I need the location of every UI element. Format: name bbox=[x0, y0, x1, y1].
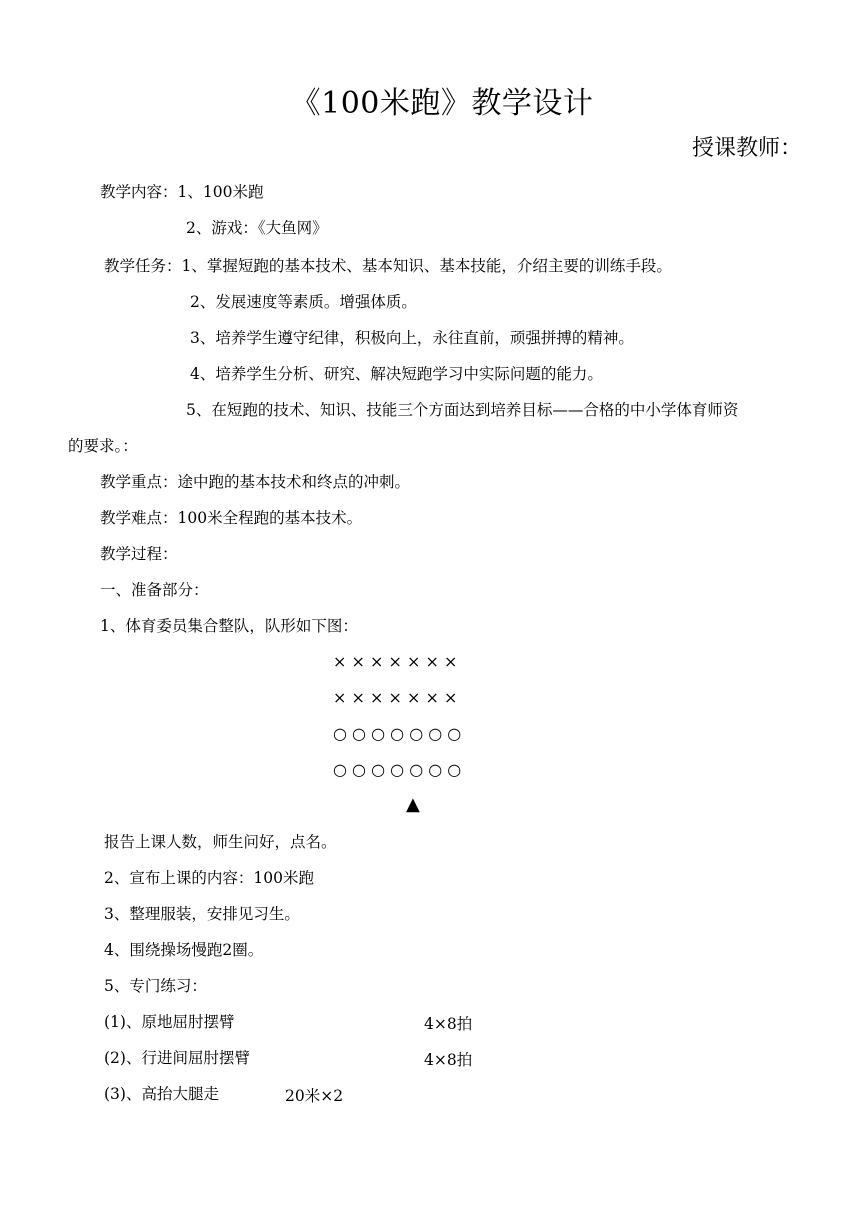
content-line-2: 2、游戏：《大鱼网》 bbox=[186, 219, 328, 237]
content-line-1: 教学内容：1、100米跑 bbox=[100, 183, 264, 201]
step-3: 3、整理服装，安排见习生。 bbox=[104, 905, 300, 923]
step-1: 1、体育委员集合整队，队形如下图： bbox=[100, 617, 358, 635]
task-line-1: 教学任务：1、掌握短跑的基本技术、基本知识、基本技能，介绍主要的训练手段。 bbox=[104, 257, 672, 275]
key-point: 教学重点：途中跑的基本技术和终点的冲刺。 bbox=[100, 473, 411, 491]
formation-row-2: × × × × × × × bbox=[333, 688, 458, 707]
process-heading: 教学过程： bbox=[100, 545, 178, 563]
formation-row-1: × × × × × × × bbox=[333, 652, 458, 671]
teacher-position-icon: ▲ bbox=[406, 794, 420, 815]
difficulty: 教学难点：100米全程跑的基本技术。 bbox=[100, 509, 363, 527]
formation-row-4: ○ ○ ○ ○ ○ ○ ○ bbox=[333, 760, 462, 779]
task-line-3: 3、培养学生遵守纪律，积极向上，永往直前，顽强拼搏的精神。 bbox=[190, 329, 634, 347]
formation-row-3: ○ ○ ○ ○ ○ ○ ○ bbox=[333, 724, 462, 743]
drill-amount: 20米×2 bbox=[285, 1087, 344, 1105]
drill-name: (3)、高抬大腿走 bbox=[104, 1085, 219, 1103]
step-4: 4、围绕操场慢跑2圈。 bbox=[104, 941, 264, 959]
task-line-2: 2、发展速度等素质。增强体质。 bbox=[190, 293, 417, 311]
step-2: 2、宣布上课的内容：100米跑 bbox=[104, 869, 314, 887]
drill-amount: 4×8拍 bbox=[424, 1051, 473, 1069]
document-title: 《100米跑》教学设计 bbox=[290, 86, 594, 121]
task-line-5a: 5、在短跑的技术、知识、技能三个方面达到培养目标——合格的中小学体育师资 bbox=[186, 401, 739, 419]
report-line: 报告上课人数，师生问好，点名。 bbox=[104, 833, 337, 851]
drill-name: (1)、原地屈肘摆臂 bbox=[104, 1013, 235, 1031]
drill-name: (2)、行进间屈肘摆臂 bbox=[104, 1049, 250, 1067]
step-5: 5、专门练习： bbox=[104, 977, 207, 995]
teacher-label: 授课教师： bbox=[691, 136, 802, 161]
task-line-5b: 的要求。： bbox=[68, 437, 138, 455]
drill-amount: 4×8拍 bbox=[424, 1015, 473, 1033]
prep-heading: 一、准备部分： bbox=[100, 581, 209, 599]
task-line-4: 4、培养学生分析、研究、解决短跑学习中实际问题的能力。 bbox=[190, 365, 603, 383]
